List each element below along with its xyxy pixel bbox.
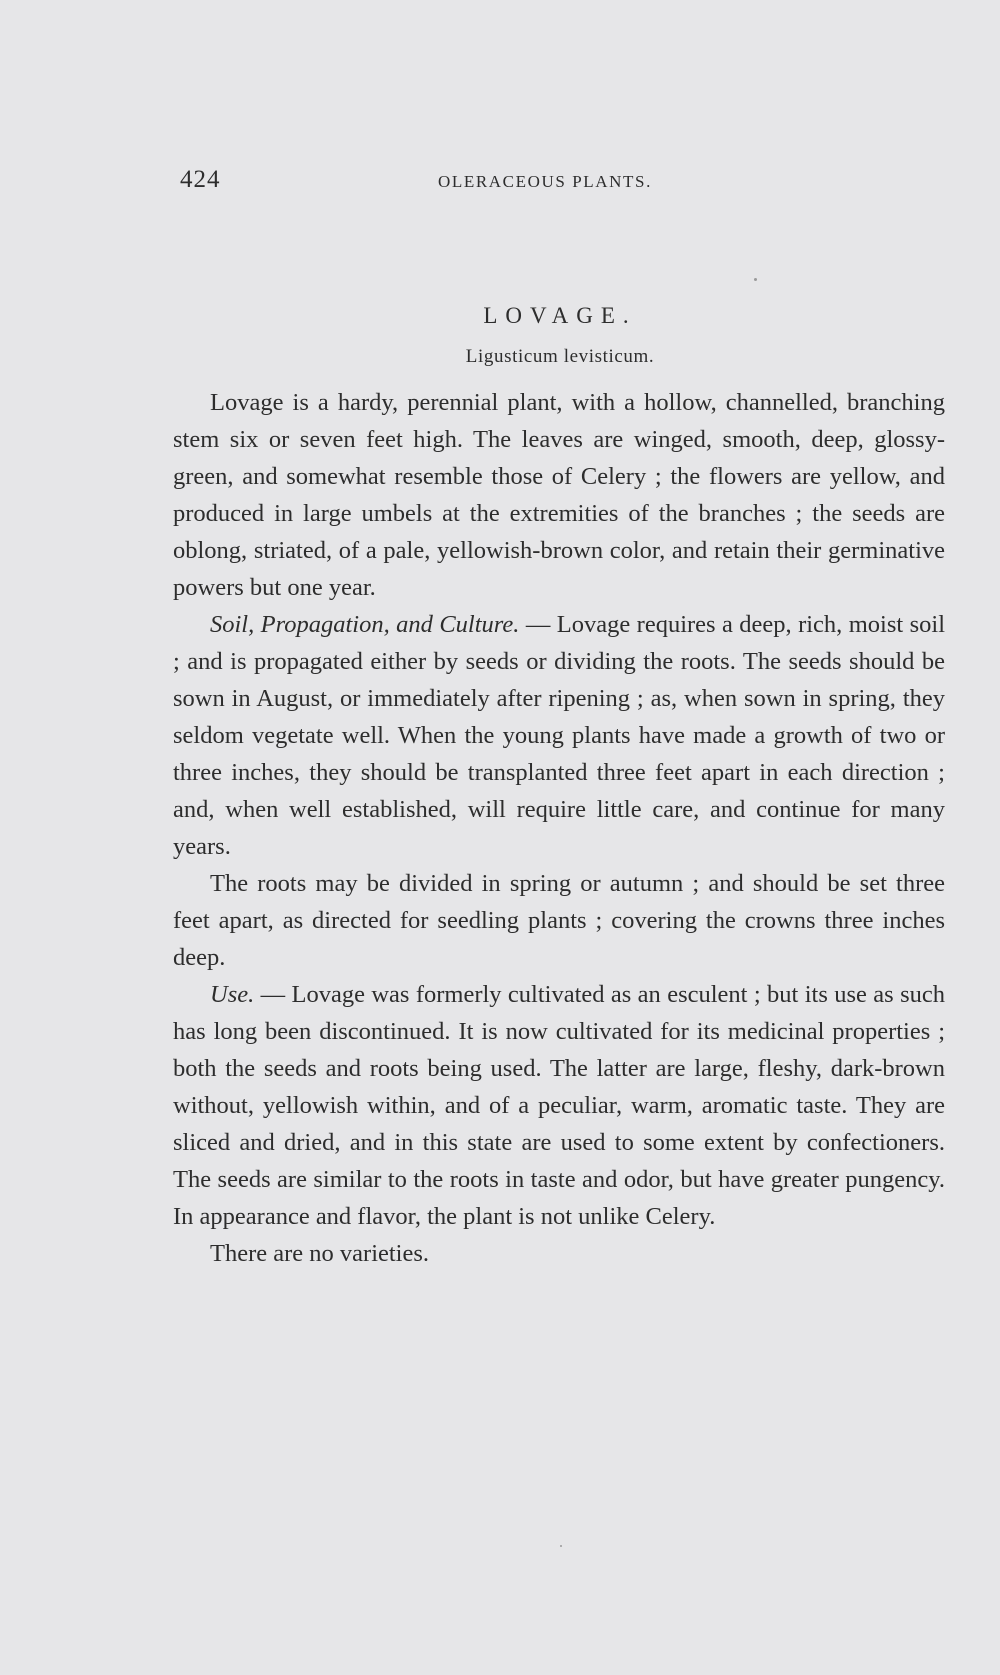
page-number: 424: [180, 166, 221, 193]
paragraph-text: — Lovage was formerly cultivated as an esculent ; but its use as such has long been discontinued. It is now cultivated for its medicinal properties ; both the seeds and roots being used. The latter are large, fleshy, dark-brown without, yellowish within, and of a peculiar, warm, aromatic taste. They are sliced and dried, and in this state are used to some extent by confectioners. The seeds are similar to the roots in taste and odor, but have greater pungency. In appearance and flavor, the plant is not unlike Celery.: [173, 981, 945, 1230]
section-lead: Use.: [210, 981, 255, 1008]
section-lead: Soil, Propagation, and Culture.: [210, 611, 520, 638]
article-body: [173, 384, 945, 1272]
article-title: LOVAGE.: [483, 303, 637, 328]
paragraph-culture: [173, 606, 945, 865]
latin-name: Ligusticum levisticum.: [465, 346, 655, 367]
paragraph-text: — Lovage requires a deep, rich, moist soil ; and is propagated either by seeds or dividing the roots. The seeds should be sown in August, or immediately after ripening ; as, when sown in spring, they seldom vegetate well. When the young plants have made a growth of two or three inches, they should be transplanted three feet apart in each direction ; and, when well established, will require little care, and continue for many years.: [173, 611, 945, 860]
running-head: [180, 166, 700, 196]
paragraph-description: [173, 384, 945, 606]
paragraph-text: Lovage is a hardy, perennial plant, with a hollow, channelled, branching stem six or seven feet high. The leaves are winged, smooth, deep, glossy-green, and somewhat resemble those of Celery ; the flowers are yellow, and produced in large umbels at the extremities of the branches ; the seeds are oblong, striated, of a pale, yellowish-brown color, and retain their germinative powers but one year.: [173, 389, 945, 601]
paragraph-roots: [173, 865, 945, 976]
paragraph-use: [173, 976, 945, 1235]
paragraph-text: There are no varieties.: [210, 1240, 430, 1267]
paragraph-text: The roots may be divided in spring or autumn ; and should be set three feet apart, as directed for seedling plants ; covering the crowns three inches deep.: [173, 870, 945, 971]
paper-speck: [754, 278, 757, 281]
paper-speck: [560, 1545, 562, 1547]
running-title: OLERACEOUS PLANTS.: [438, 172, 652, 191]
paragraph-varieties: [173, 1235, 945, 1272]
